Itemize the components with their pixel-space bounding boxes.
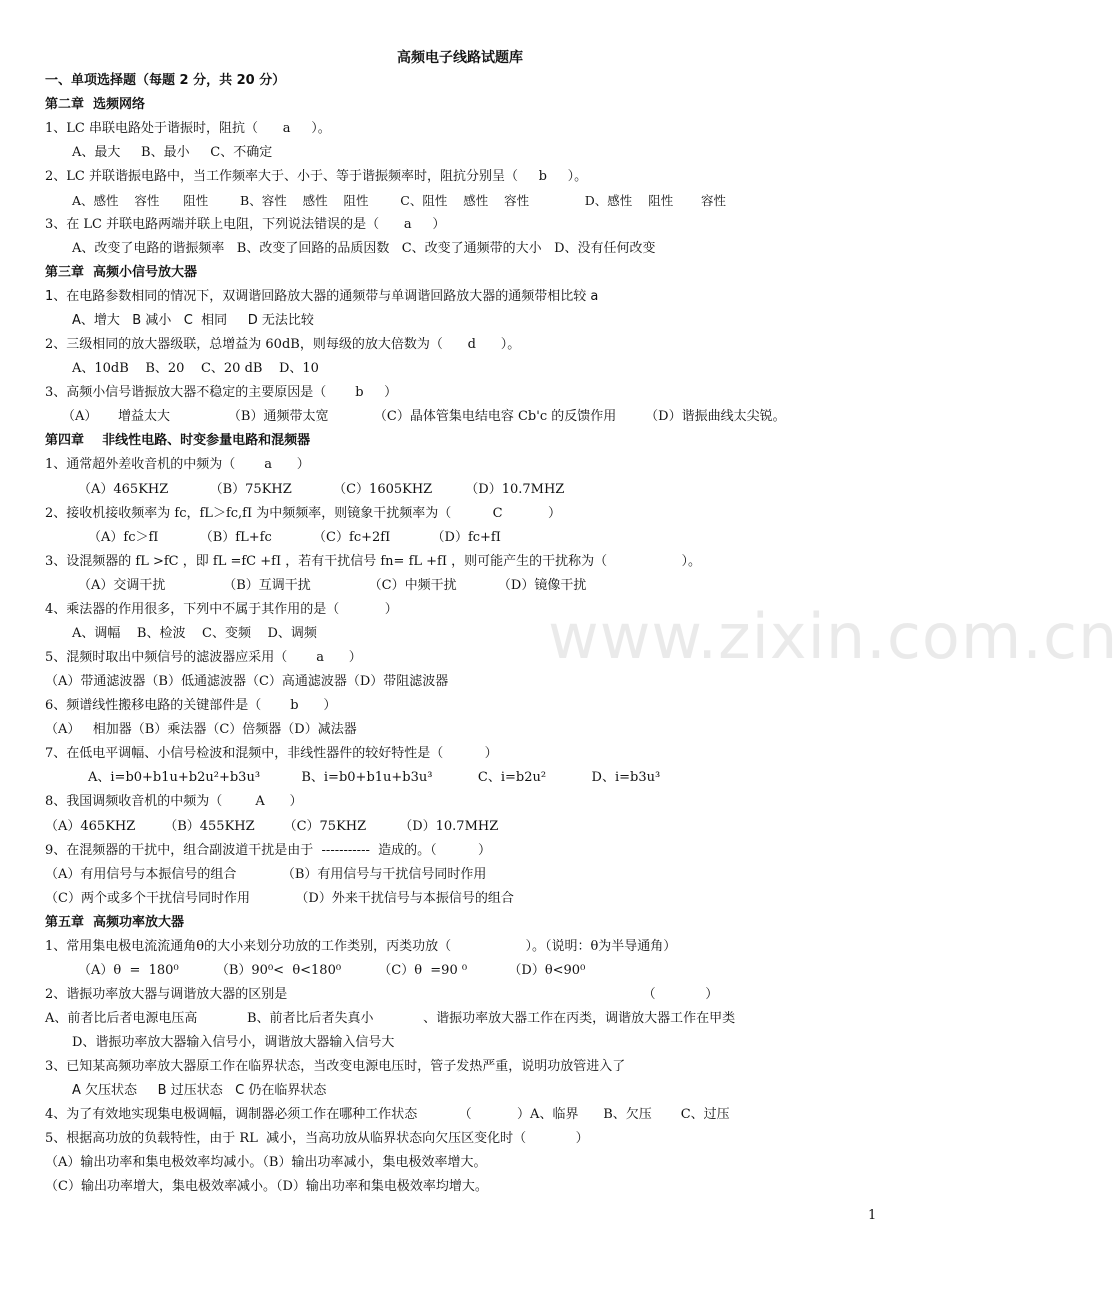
question-options: （A）输出功率和集电极效率均减小。（B）输出功率减小，集电极效率增大。	[45, 1155, 487, 1170]
question-text: 1、通常超外差收音机的中频为（ a ）	[45, 457, 310, 472]
question-text: 2、三级相同的放大器级联，总增益为 60dB，则每级的放大倍数为（ d ）。	[45, 337, 521, 352]
question-options: A 欠压状态 B 过压状态 C 仍在临界状态	[72, 1083, 327, 1098]
question-options: （A）带通滤波器（B）低通滤波器（C）高通滤波器（D）带阻滤波器	[45, 674, 449, 689]
question-options: （A）fc＞fI （B）fL+fc （C）fc+2fI （D）fc+fI	[88, 530, 501, 545]
question-text: 5、混频时取出中频信号的滤波器应采用（ a ）	[45, 650, 362, 665]
question-options: （C）两个或多个干扰信号同时作用 （D）外来干扰信号与本振信号的组合	[45, 891, 514, 906]
chapter-heading: 第五章 高频功率放大器	[45, 915, 185, 930]
chapter-heading: 第三章 高频小信号放大器	[45, 265, 198, 280]
question-text: 1、LC 串联电路处于谐振时，阻抗（ a ）。	[45, 121, 331, 136]
chapter-heading: 第二章 选频网络	[45, 97, 146, 112]
question-text: 5、根据高功放的负载特性，由于 RL 减小，当高功放从临界状态向欠压区变化时（ ）	[45, 1131, 589, 1146]
question-options: （A）465KHZ （B）75KHZ （C）1605KHZ （D）10.7MHZ	[78, 482, 565, 497]
question-options: A、增大 B 减小 C 相同 D 无法比较	[72, 313, 314, 328]
question-options: A、调幅 B、检波 C、变频 D、调频	[72, 626, 317, 641]
question-text: 2、LC 并联谐振电路中，当工作频率大于、小于、等于谐振频率时，阻抗分别呈（ b ）。	[45, 169, 588, 184]
section-heading: 一、单项选择题（每题 2 分，共 20 分）	[45, 73, 286, 88]
page-number: 1	[868, 1208, 877, 1223]
question-text: 2、谐振功率放大器与调谐放大器的区别是 （ ）	[45, 987, 719, 1002]
document-title: 高频电子线路试题库	[397, 50, 523, 66]
question-text: 4、为了有效地实现集电极调幅，调制器必须工作在哪种工作状态 （ ）A、临界 B、欠压 C、过压	[45, 1107, 730, 1122]
question-options: A、i=b0+b1u+b2u²+b3u³ B、i=b0+b1u+b3u³ C、i=b2u² D、i=b3u³	[88, 770, 661, 785]
chapter-heading: 第四章 非线性电路、时变参量电路和混频器	[45, 433, 311, 448]
question-text: 6、频谱线性搬移电路的关键部件是（ b ）	[45, 698, 337, 713]
question-text: 9、在混频器的干扰中，组合副波道干扰是由于 ----------- 造成的。（ ）	[45, 843, 491, 858]
question-text: 4、乘法器的作用很多，下列中不属于其作用的是（ ）	[45, 602, 398, 617]
question-options: A、改变了电路的谐振频率 B、改变了回路的品质因数 C、改变了通频带的大小 D、没有任何改变	[72, 241, 656, 256]
question-text: 7、在低电平调幅、小信号检波和混频中，非线性器件的较好特性是（ ）	[45, 746, 498, 761]
question-options: A、最大 B、最小 C、不确定	[72, 145, 273, 160]
question-options: （A） 增益太大 （B）通频带太宽 （C）晶体管集电结电容 Cb'c 的反馈作用 （D）谐振曲线太尖锐。	[62, 409, 786, 424]
question-options: A、感性 容性 阻性 B、容性 感性 阻性 C、阻性 感性 容性 D、感性 阻性 容性	[72, 193, 727, 208]
question-options: （A）有用信号与本振信号的组合 （B）有用信号与干扰信号同时作用	[45, 867, 487, 882]
question-options: （A）465KHZ （B）455KHZ （C）75KHZ （D）10.7MHZ	[45, 819, 499, 834]
question-text: 3、高频小信号谐振放大器不稳定的主要原因是（ b ）	[45, 385, 398, 400]
watermark: www.zixin.com.cn	[548, 600, 1118, 673]
question-options: （C）输出功率增大，集电极效率减小。（D）输出功率和集电极效率均增大。	[45, 1179, 488, 1194]
question-text: 1、常用集电极电流流通角θ的大小来划分功放的工作类别，丙类功放（ ）。（说明：θ为半导通角）	[45, 939, 677, 954]
question-options: A、前者比后者电源电压高 B、前者比后者失真小 、谐振功率放大器工作在丙类，调谐放大器工作在甲类	[45, 1011, 736, 1026]
question-options: A、10dB B、20 C、20 dB D、10	[72, 361, 319, 376]
question-text: 2、接收机接收频率为 fc，fL＞fc,fI 为中频频率，则镜象干扰频率为（ C ）	[45, 506, 561, 521]
question-options: D、谐振功率放大器输入信号小，调谐放大器输入信号大	[72, 1035, 395, 1050]
question-options: （A）θ = 180⁰ （B）90⁰< θ<180⁰ （C）θ =90 ⁰ （D）θ<90⁰	[78, 963, 586, 978]
question-options: （A）交调干扰 （B）互调干扰 （C）中频干扰 （D）镜像干扰	[78, 578, 587, 593]
question-text: 1、在电路参数相同的情况下，双调谐回路放大器的通频带与单调谐回路放大器的通频带相比较 a	[45, 289, 599, 304]
question-text: 3、设混频器的 fL >fC ，即 fL =fC +fI ，若有干扰信号 fn= fL +fI ，则可能产生的干扰称为（ ）。	[45, 554, 701, 569]
question-text: 3、在 LC 并联电路两端并联上电阻，下列说法错误的是（ a ）	[45, 217, 446, 232]
question-text: 8、我国调频收音机的中频为（ A ）	[45, 794, 303, 809]
question-text: 3、已知某高频功率放大器原工作在临界状态，当改变电源电压时，管子发热严重，说明功放管进入了	[45, 1059, 626, 1074]
question-options: （A） 相加器（B）乘法器（C）倍频器（D）减法器	[45, 722, 357, 737]
